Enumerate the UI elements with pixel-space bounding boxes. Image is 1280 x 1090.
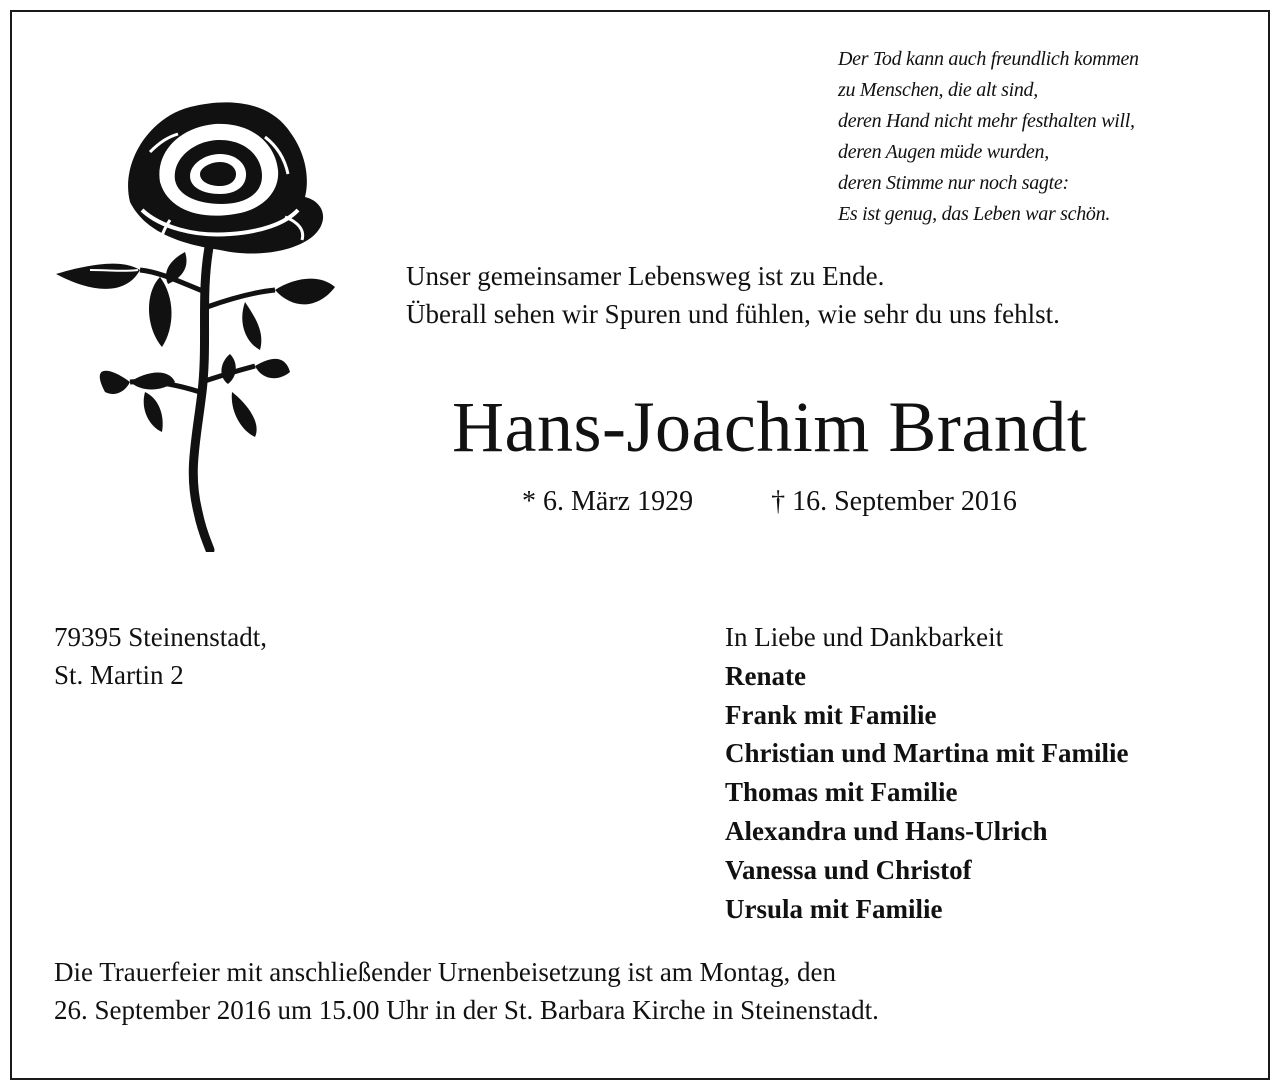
poem-line: Es ist genug, das Leben war schön. [838,203,1111,225]
poem [838,44,1258,230]
mourner-name: Frank mit Familie [725,699,937,730]
intro-line: Unser gemeinsamer Lebensweg ist zu Ende. [406,261,885,291]
rose-icon [50,92,340,552]
address-line: 79395 Steinenstadt, [54,622,267,652]
address [54,618,267,694]
death-date: † 16. September 2016 [771,486,1017,517]
poem-line: Der Tod kann auch freundlich kommen [838,48,1139,70]
intro-line: Überall sehen wir Spuren und fühlen, wie sehr du uns fehlst. [406,299,1060,329]
poem-line: deren Hand nicht mehr festhalten will, [838,110,1135,132]
address-line: St. Martin 2 [54,660,184,690]
intro-text [406,257,1060,333]
poem-line: deren Augen müde wurden, [838,141,1049,163]
mourner-name: Christian und Martina mit Familie [725,738,1129,769]
mourner-name: Alexandra und Hans-Ulrich [725,815,1048,846]
mourner-name: Renate [725,660,806,691]
poem-line: zu Menschen, die alt sind, [838,79,1038,101]
ceremony-info [54,953,879,1029]
poem-line: deren Stimme nur noch sagte: [838,172,1069,194]
mourner-name: Vanessa und Christof [725,854,972,885]
mourners [725,618,1129,928]
ceremony-line: Die Trauerfeier mit anschließender Urnenbeisetzung ist am Montag, den [54,957,837,987]
mourner-name: Ursula mit Familie [725,893,943,924]
mourner-name: Thomas mit Familie [725,777,958,808]
life-dates [522,484,1017,520]
mourners-intro: In Liebe und Dankbarkeit [725,622,1004,652]
deceased-name: Hans-Joachim Brandt [452,387,1088,467]
ceremony-line: 26. September 2016 um 15.00 Uhr in der St. Barbara Kirche in Steinenstadt. [54,995,879,1025]
birth-date: * 6. März 1929 [522,486,694,517]
